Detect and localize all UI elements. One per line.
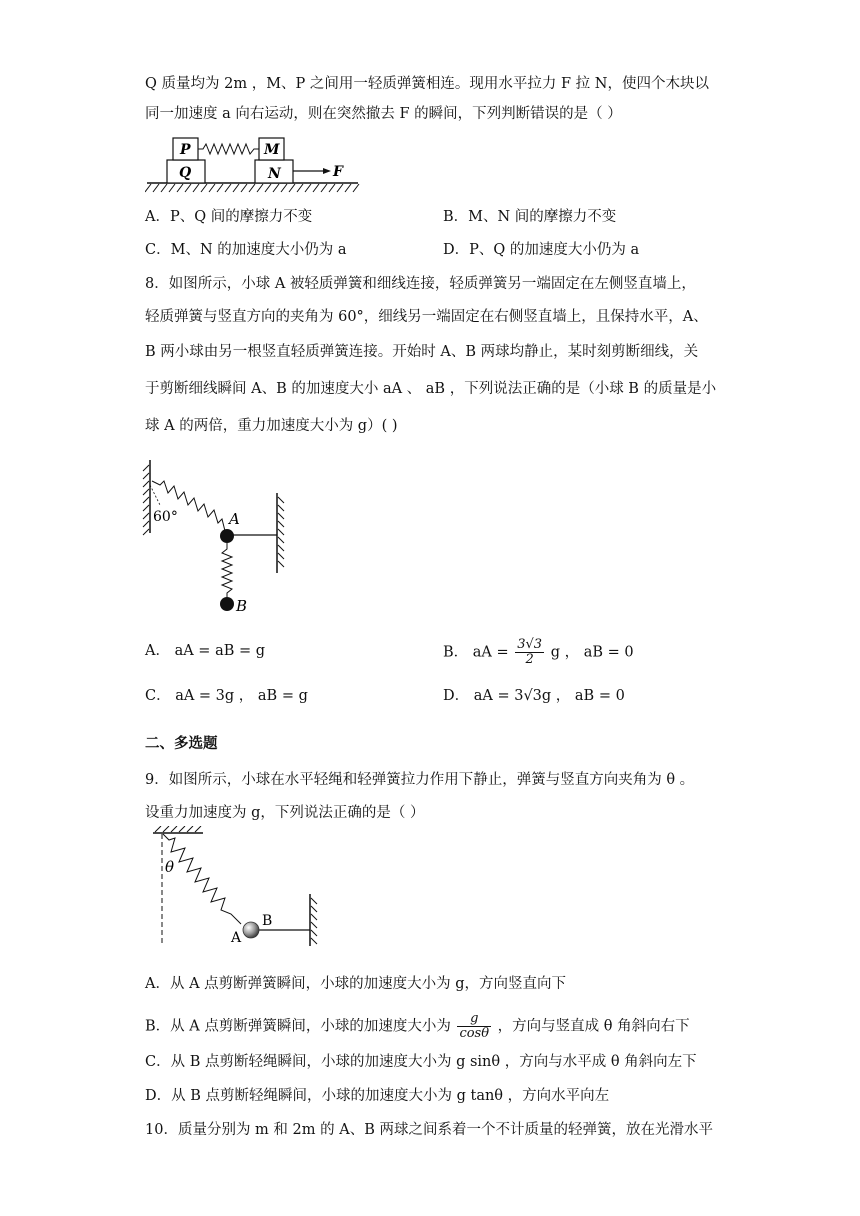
spring-a-b [222, 543, 232, 597]
q8-text-line1: 8．如图所示，小球 A 被轻质弹簧和细线连接，轻质弹簧另一端固定在左侧竖直墙上， [145, 276, 696, 292]
q9-text-line1: 9．如图所示，小球在水平轻绳和轻弹簧拉力作用下静止，弹簧与竖直方向夹角为 θ 。 [145, 772, 695, 788]
spring-wall-a [152, 481, 226, 535]
q7-figure [145, 134, 360, 196]
q7-option-c: C．M、N 的加速度大小仍为 a [145, 242, 347, 258]
label-q: Q [179, 165, 192, 181]
label-b: B [236, 597, 248, 615]
q8-text-line5: 球 A 的两倍，重力加速度大小为 g）( ) [145, 418, 398, 434]
q8-figure [140, 455, 290, 617]
q8-option-b-prefix: B． aA = [443, 644, 509, 661]
theta-label: θ [165, 858, 175, 876]
fraction [457, 1012, 491, 1041]
fraction [515, 638, 544, 667]
angle-reference-line [150, 485, 160, 505]
label-n: N [268, 166, 281, 182]
label-b: B [262, 913, 273, 929]
fraction-numerator: g [457, 1012, 491, 1027]
q9-option-a: A．从 A 点剪断弹簧瞬间，小球的加速度大小为 g，方向竖直向下 [145, 976, 567, 992]
label-a: A [229, 510, 240, 528]
fraction-denominator: 2 [525, 652, 534, 667]
q8-option-a: A． aA = aB = g [145, 643, 266, 659]
q7-option-b: B．M、N 间的摩擦力不变 [443, 209, 617, 225]
q9-option-d: D．从 B 点剪断轻绳瞬间，小球的加速度大小为 g tanθ ，方向水平向左 [145, 1088, 610, 1104]
q8-text-line3: B 两小球由另一根竖直轻质弹簧连接。开始时 A、B 两球均静止，某时刻剪断细线，关 [145, 344, 699, 360]
q8-option-b [443, 638, 634, 667]
angle-label: 60° [153, 509, 178, 525]
label-m: M [264, 142, 280, 158]
section-heading: 二、多选题 [145, 735, 218, 752]
q7-option-d: D．P、Q 的加速度大小仍为 a [443, 242, 640, 258]
fraction-denominator: cosθ [459, 1026, 490, 1041]
q9-text-line2: 设重力加速度为 g，下列说法正确的是（ ） [145, 805, 425, 821]
ball-a [220, 529, 234, 543]
ball [243, 922, 259, 938]
q8-option-b-suffix: g ， aB = 0 [550, 644, 634, 661]
q8-text-line2: 轻质弹簧与竖直方向的夹角为 60°，细线另一端固定在右侧竖直墙上，且保持水平，A、 [145, 309, 708, 325]
q9-option-c: C．从 B 点剪断轻绳瞬间，小球的加速度大小为 g sinθ ，方向与水平成 θ 角斜向左下 [145, 1054, 697, 1070]
q9-option-b [145, 1012, 690, 1041]
spring [163, 834, 241, 924]
q9-option-b-prefix: B．从 A 点剪断弹簧瞬间，小球的加速度大小为 [145, 1018, 451, 1035]
q8-text-line4: 于剪断细线瞬间 A、B 的加速度大小 aA 、 aB ，下列说法正确的是（小球 B 的质量是小 [145, 381, 717, 397]
fraction-numerator: 3√3 [517, 637, 543, 652]
q9-option-b-suffix: ，方向与竖直成 θ 角斜向右下 [497, 1018, 690, 1035]
q8-option-d: D． aA = 3√3g ， aB = 0 [443, 688, 625, 704]
label-f: F [333, 164, 343, 180]
spring [198, 144, 259, 154]
q9-figure [145, 826, 320, 948]
q7-option-a: A．P、Q 间的摩擦力不变 [145, 209, 313, 225]
label-p: P [180, 142, 191, 158]
q7-text-line2: 同一加速度 a 向右运动，则在突然撤去 F 的瞬间，下列判断错误的是（ ） [145, 106, 622, 122]
label-a: A [231, 930, 242, 946]
q7-text-line1: Q 质量均为 2m ，M、P 之间用一轻质弹簧相连。现用水平拉力 F 拉 N，使四个木块以 [145, 76, 709, 92]
ball-b [220, 597, 234, 611]
q8-option-c: C． aA = 3g ， aB = g [145, 688, 308, 704]
q10-text-line1: 10．质量分别为 m 和 2m 的 A、B 两球之间系着一个不计质量的轻弹簧，放在光滑水平 [145, 1122, 713, 1138]
